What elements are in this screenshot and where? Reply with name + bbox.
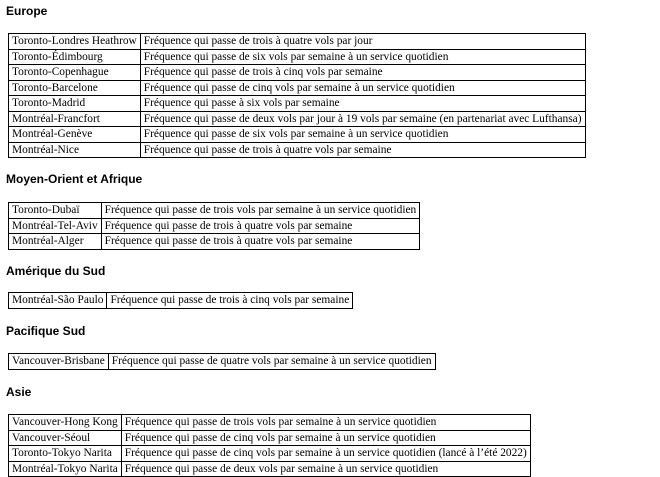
route-cell: Montréal-Francfort [9,111,141,127]
route-cell: Toronto-Londres Heathrow [9,34,141,50]
table-row [9,34,586,50]
frequency-cell: Fréquence qui passe de trois à cinq vols par semaine [107,293,353,309]
route-cell: Montréal-Tokyo Narita [9,461,122,477]
section-heading-middle-east-africa: Moyen-Orient et Afrique [6,172,143,186]
route-cell: Toronto-Dubaï [9,203,102,219]
table-south-america [8,292,353,309]
route-cell: Toronto-Madrid [9,96,141,112]
table-row [9,203,420,219]
frequency-cell: Fréquence qui passe de trois vols par semaine à un service quotidien [101,203,420,219]
table-row [9,415,531,431]
frequency-cell: Fréquence qui passe de six vols par semaine à un service quotidien [140,49,585,65]
frequency-cell: Fréquence qui passe de trois à quatre vols par jour [140,34,585,50]
route-cell: Montréal-Nice [9,142,141,158]
table-row [9,127,586,143]
route-cell: Toronto-Tokyo Narita [9,446,122,462]
table-row [9,234,420,250]
table-row [9,446,531,462]
frequency-cell: Fréquence qui passe de cinq vols par semaine à un service quotidien [121,430,530,446]
frequency-cell: Fréquence qui passe de deux vols par jour à 19 vols par semaine (en partenariat avec Lufthansa) [140,111,585,127]
table-row [9,111,586,127]
table-europe [8,33,586,158]
route-cell: Montréal-São Paulo [9,293,107,309]
table-south-pacific [8,353,436,370]
frequency-cell: Fréquence qui passe de trois à quatre vols par semaine [140,142,585,158]
table-asia [8,414,531,477]
route-cell: Montréal-Genève [9,127,141,143]
table-row [9,430,531,446]
frequency-cell: Fréquence qui passe de six vols par semaine à un service quotidien [140,127,585,143]
frequency-cell: Fréquence qui passe de trois vols par semaine à un service quotidien [121,415,530,431]
section-heading-asia: Asie [6,385,32,399]
route-cell: Vancouver-Hong Kong [9,415,122,431]
table-row [9,96,586,112]
frequency-cell: Fréquence qui passe de trois à quatre vols par semaine [101,218,420,234]
route-cell: Toronto-Édimbourg [9,49,141,65]
route-cell: Toronto-Barcelone [9,80,141,96]
frequency-cell: Fréquence qui passe de deux vols par semaine à un service quotidien [121,461,530,477]
table-row [9,65,586,81]
frequency-cell: Fréquence qui passe de cinq vols par semaine à un service quotidien (lancé à l’été 2022) [121,446,530,462]
route-cell: Montréal-Tel-Aviv [9,218,102,234]
frequency-cell: Fréquence qui passe de quatre vols par semaine à un service quotidien [108,354,435,370]
table-row [9,218,420,234]
table-row [9,49,586,65]
table-row [9,80,586,96]
route-cell: Vancouver-Brisbane [9,354,109,370]
table-row [9,461,531,477]
section-heading-south-america: Amérique du Sud [6,264,106,278]
frequency-cell: Fréquence qui passe de trois à cinq vols par semaine [140,65,585,81]
route-cell: Toronto-Copenhague [9,65,141,81]
table-row [9,293,353,309]
table-row [9,354,436,370]
frequency-cell: Fréquence qui passe à six vols par semaine [140,96,585,112]
section-heading-europe: Europe [6,4,48,18]
frequency-cell: Fréquence qui passe de trois à quatre vols par semaine [101,234,420,250]
route-cell: Montréal-Alger [9,234,102,250]
frequency-cell: Fréquence qui passe de cinq vols par semaine à un service quotidien [140,80,585,96]
table-row [9,142,586,158]
section-heading-south-pacific: Pacifique Sud [6,324,86,338]
table-middle-east-africa [8,202,420,250]
route-cell: Vancouver-Séoul [9,430,122,446]
